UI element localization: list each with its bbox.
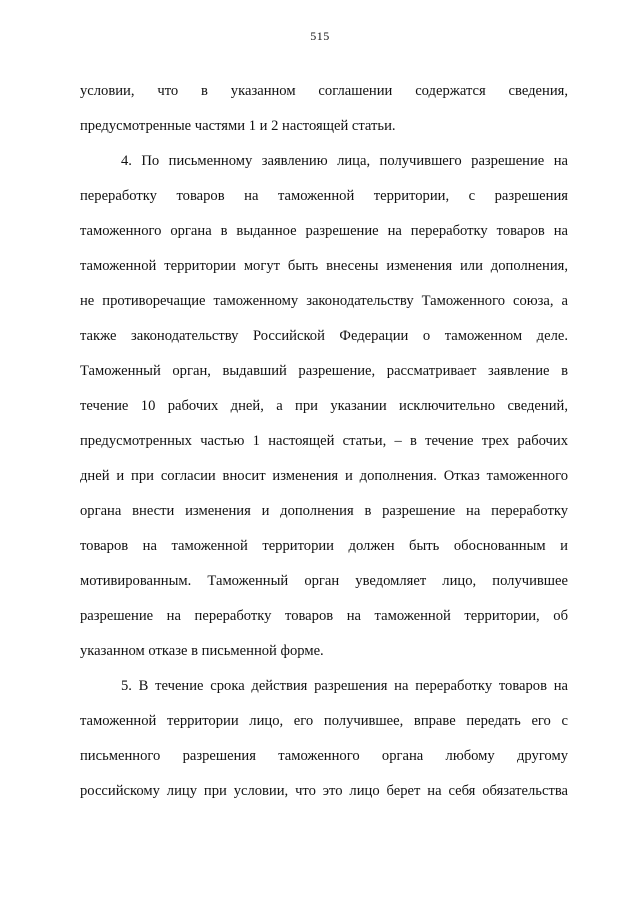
text-line: товаров на таможенной территории должен быть обоснованным и [80, 538, 568, 554]
text-line: дней и при согласии вносит изменения и дополнения. Отказ таможенного [80, 468, 568, 484]
text-line: Таможенный орган, выдавший разрешение, рассматривает заявление в [80, 363, 568, 379]
paragraph-4-first-line: 4. По письменному заявлению лица, получившего разрешение на [121, 153, 568, 169]
text-line: течение 10 рабочих дней, а при указании исключительно сведений, [80, 398, 568, 414]
text-line: переработку товаров на таможенной территории, с разрешения [80, 188, 568, 204]
text-line: не противоречащие таможенному законодательству Таможенного союза, а [80, 293, 568, 309]
paragraph-5-first-line: 5. В течение срока действия разрешения на переработку товаров на [121, 678, 568, 694]
text-line: также законодательству Российской Федерации о таможенном деле. [80, 328, 568, 344]
text-line: разрешение на переработку товаров на таможенной территории, об [80, 608, 568, 624]
text-line: письменного разрешения таможенного органа любому другому [80, 748, 568, 764]
text-line: условии, что в указанном соглашении содержатся сведения, [80, 83, 568, 99]
text-line: предусмотренных частью 1 настоящей статьи, – в течение трех рабочих [80, 433, 568, 449]
text-line: российскому лицу при условии, что это лицо берет на себя обязательства [80, 783, 568, 799]
text-line: предусмотренные частями 1 и 2 настоящей статьи. [80, 118, 396, 134]
text-line: таможенной территории лицо, его получившее, вправе передать его с [80, 713, 568, 729]
text-line: указанном отказе в письменной форме. [80, 643, 324, 659]
text-line: таможенной территории могут быть внесены изменения или дополнения, [80, 258, 568, 274]
document-body [80, 74, 568, 809]
text-line: мотивированным. Таможенный орган уведомляет лицо, получившее [80, 573, 568, 589]
text-line: органа внести изменения и дополнения в разрешение на переработку [80, 503, 568, 519]
text-line: таможенного органа в выданное разрешение на переработку товаров на [80, 223, 568, 239]
page-number: 515 [310, 29, 330, 43]
